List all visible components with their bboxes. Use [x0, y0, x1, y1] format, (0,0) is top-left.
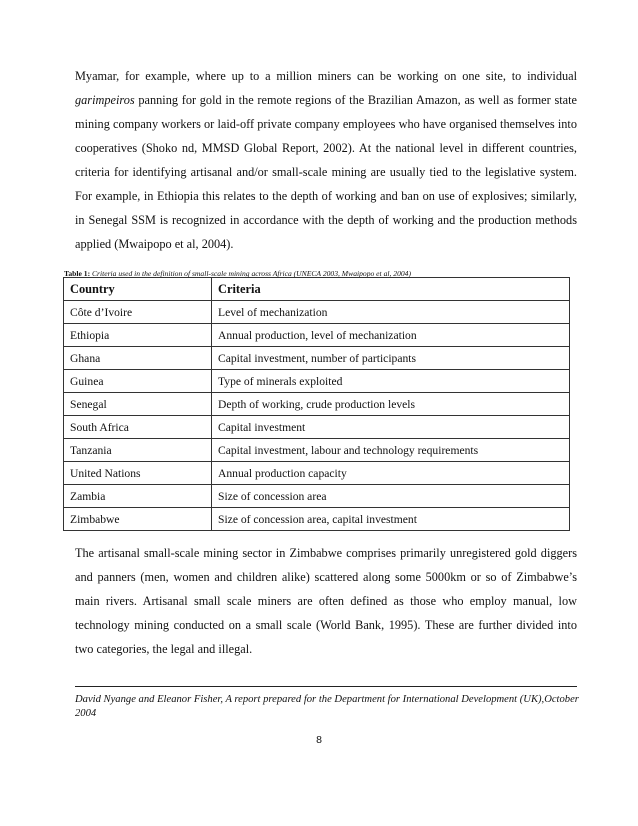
criteria-cell: Capital investment, number of participants: [212, 347, 570, 370]
criteria-cell: Level of mechanization: [212, 301, 570, 324]
garimpeiros-term: garimpeiros: [75, 93, 135, 107]
criteria-cell: Size of concession area, capital investment: [212, 508, 570, 531]
table-header-row: [64, 278, 570, 301]
country-cell: Tanzania: [64, 439, 212, 462]
country-cell: Zambia: [64, 485, 212, 508]
country-cell: Côte d’Ivoire: [64, 301, 212, 324]
country-cell: Zimbabwe: [64, 508, 212, 531]
criteria-cell: Annual production capacity: [212, 462, 570, 485]
country-cell: Senegal: [64, 393, 212, 416]
criteria-cell: Annual production, level of mechanization: [212, 324, 570, 347]
body-paragraph-2: The artisanal small-scale mining sector in Zimbabwe comprises primarily unregistered gold diggers and panners (men, women and children alike) scattered along some 5000km or so of Zimbabwe’s main rivers. Artisanal small scale miners are often defined as those who employ manual, low technology mining conducted on a small scale (World Bank, 1995). These are further divided into two categories, the legal and illegal.: [75, 546, 577, 656]
footer-note: David Nyange and Eleanor Fisher, A report prepared for the Department for International Development (UK),October 2004: [75, 694, 579, 719]
table-row: [64, 416, 570, 439]
criteria-cell: Capital investment, labour and technology requirements: [212, 439, 570, 462]
header-criteria: Criteria: [212, 278, 570, 301]
country-cell: Ethiopia: [64, 324, 212, 347]
criteria-cell: Capital investment: [212, 416, 570, 439]
table-row: [64, 439, 570, 462]
table-row: [64, 508, 570, 531]
country-cell: United Nations: [64, 462, 212, 485]
country-cell: South Africa: [64, 416, 212, 439]
paragraph-1-rest: panning for gold in the remote regions of the Brazilian Amazon, as well as former state mining company workers or laid-off private company employees who have organised themselves into cooperatives (Shoko nd, MMSD Global Report, 2002). At the national level in different countries, criteria for identifying artisanal and/or small-scale mining are usually tied to the legislative system. For example, in Ethiopia this relates to the depth of working and ban on use of explosives; similarly, in Senegal SSM is recognized in accordance with the depth of working and the production methods applied (Mwaipopo et al, 2004).: [75, 93, 577, 251]
criteria-cell: Size of concession area: [212, 485, 570, 508]
table-row: [64, 462, 570, 485]
table-row: [64, 301, 570, 324]
table-caption-label: Table 1:: [64, 269, 91, 278]
criteria-cell: Depth of working, crude production levels: [212, 393, 570, 416]
footer-divider: [75, 686, 577, 687]
paragraph-1-start: Myamar, for example, where up to a million miners can be working on one site, to individual: [75, 69, 577, 83]
table-row: [64, 324, 570, 347]
criteria-cell: Type of minerals exploited: [212, 370, 570, 393]
table-caption-text: Criteria used in the definition of small-scale mining across Africa (UNECA 2003, Mwaipopo et al, 2004): [90, 269, 411, 278]
table-row: [64, 485, 570, 508]
table-row: [64, 370, 570, 393]
page-number: 8: [316, 734, 322, 746]
body-paragraph-1: [75, 64, 577, 256]
country-cell: Ghana: [64, 347, 212, 370]
table-row: [64, 347, 570, 370]
table-row: [64, 393, 570, 416]
country-cell: Guinea: [64, 370, 212, 393]
criteria-table: [63, 277, 570, 531]
header-country: Country: [64, 278, 212, 301]
